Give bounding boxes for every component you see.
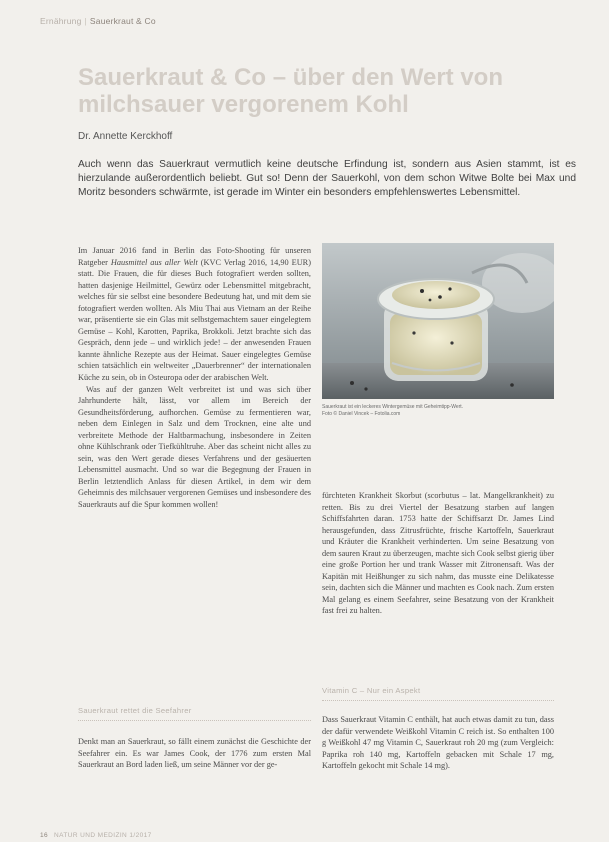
right-column-last	[322, 714, 554, 772]
caption-credit: Foto © Daniel Vincek – Fotolia.com	[322, 411, 401, 417]
sauerkraut-jar-photo	[322, 243, 554, 399]
breadcrumb-current: Sauerkraut & Co	[89, 16, 156, 26]
left-paragraph-3: Denkt man an Sauerkraut, so fällt einem zunächst die Geschichte der Seefahrer ein. Es war James Cook, der 1776 zum ersten Mal Sauerkraut an Bord laden ließ, um seine Männer vor der ge-	[78, 737, 311, 770]
breadcrumb	[40, 16, 156, 26]
article-title: Sauerkraut & Co – über den Wert von milchsauer vergorenem Kohl	[78, 64, 503, 118]
left-column	[78, 245, 311, 511]
photo-caption	[322, 404, 554, 418]
left-paragraph-1: Im Januar 2016 fand in Berlin das Foto-Shooting für unseren Ratgeber Hausmittel aus aller Welt (KVC Verlag 2016, 14,90 EUR) statt. Die Frauen, die für dieses Buch fotografiert werden sollten, hatten dasjenige Heilmittel, Gewürz oder Lebensmittel mitgebracht, welches für sie selbst eine besondere Bedeutung hat, und mit dem sie fotografiert werden wollten. Als Miu Thai aus Vietnam an der Reihe war, präsentierte sie ein Glas mit selbstgemachtem sauer eingelegtem Gemüse – Kohl, Karotten, Paprika, Brokkoli. Jetzt brachte sich das Gespräch, denn jede – und wirklich jede! – der anwesenden Frauen kannte ähnliche Rezepte aus der Heimat. Sauer eingelegtes Gemüse schien tatsächlich ein weltweiter „Dauerbrenner“ der internationalen Küche zu sein, ob in Osteuropa oder der arabischen Welt.	[78, 246, 311, 383]
article-author: Dr. Annette Kerckhoff	[78, 131, 173, 142]
breadcrumb-separator: |	[84, 16, 87, 26]
sauerkraut-jar-image	[322, 243, 554, 399]
article-lead: Auch wenn das Sauerkraut vermutlich keine deutsche Erfindung ist, sondern aus Asien stammt, ist es hierzulande außerordentlich beliebt. Gut so! Denn der Sauerkohl, von dem schon Witwe Bolte bei Max und Moritz besonders schwärmte, ist gerade im Winter ein besonders empfehlenswertes Lebensmittel.	[78, 159, 576, 199]
book-title: Hausmittel aus aller Welt	[110, 257, 198, 267]
subhead-vitamin-c: Vitamin C – Nur ein Aspekt	[322, 686, 554, 701]
breadcrumb-section[interactable]: Ernährung	[40, 16, 82, 26]
caption-text: Sauerkraut ist ein leckeres Wintergemüse mit Geheimtipp-Wert.	[322, 404, 464, 410]
right-column	[322, 490, 554, 617]
left-paragraph-2: Was auf der ganzen Welt verbreitet ist und was sich über Jahrhunderte hält, lässt, vor allem im Bereich der Gesundheitsförderung, aufhorchen. Gemüse zu fermentieren war, neben dem Einlegen in Salz und dem Trocknen, eine alte und verbreitete Methode der Haltbarmachung, insbesondere in Zeiten ohne Kühlschrank oder Tiefkühltruhe. Aber das scheint nicht alles zu sein, was den Wert gerade dieses Verfahrens und der gesäuerten Lebensmittel ausmacht. Und so war die Begegnung der Frauen in Berlin letztendlich Anlass für diesen Artikel, in dem wir dem Geheimnis des milchsauer vergorenen Gemüses und insbesondere des Sauerkrauts auf die Spur kommen wollen!	[78, 384, 311, 510]
publication-name: NATUR UND MEDIZIN 1/2017	[54, 832, 152, 839]
right-paragraph-2: Dass Sauerkraut Vitamin C enthält, hat auch etwas damit zu tun, dass der dafür verwendete Weißkohl Vitamin C reich ist. So enthalten 100 g Weißkohl 47 mg Vitamin C, Sauerkraut roh 20 mg (zum Vergleich: Paprika roh 140 mg, Kartoffeln gebacken mit Schale 17 mg, Kartoffeln gekocht mit Schale 14 mg).	[322, 715, 554, 771]
subhead-seefahrer: Sauerkraut rettet die Seefahrer	[78, 706, 311, 721]
left-column-bottom	[78, 736, 311, 771]
page-footer	[40, 832, 152, 839]
page-number: 16	[40, 832, 49, 839]
right-paragraph-1: fürchteten Krankheit Skorbut (scorbutus – lat. Mangelkrankheit) zu retten. Bis zu drei Viertel der Besatzung starben auf langen Schiffsfahrten daran. 1753 hatte der Schiffsarzt Dr. James Lind herausgefunden, dass Zitrusfrüchte, frische Kartoffeln, Sauerkraut und Kräuter die Krankheit verhinderten. Um seine Besatzung von dem sauren Kraut zu überzeugen, machte sich Cook selbst gierig über eine große Portion her und trank Wasser mit Zitronensaft. Was der Kapitän mit Heißhunger zu sich nahm, das musste eine Delikatesse sein, dachten sich die Männer und machten es Cook nach. Zum ersten Mal gelang es einem Seefahrer, seine Besatzung von der Krankheit fast frei zu halten.	[322, 491, 555, 616]
